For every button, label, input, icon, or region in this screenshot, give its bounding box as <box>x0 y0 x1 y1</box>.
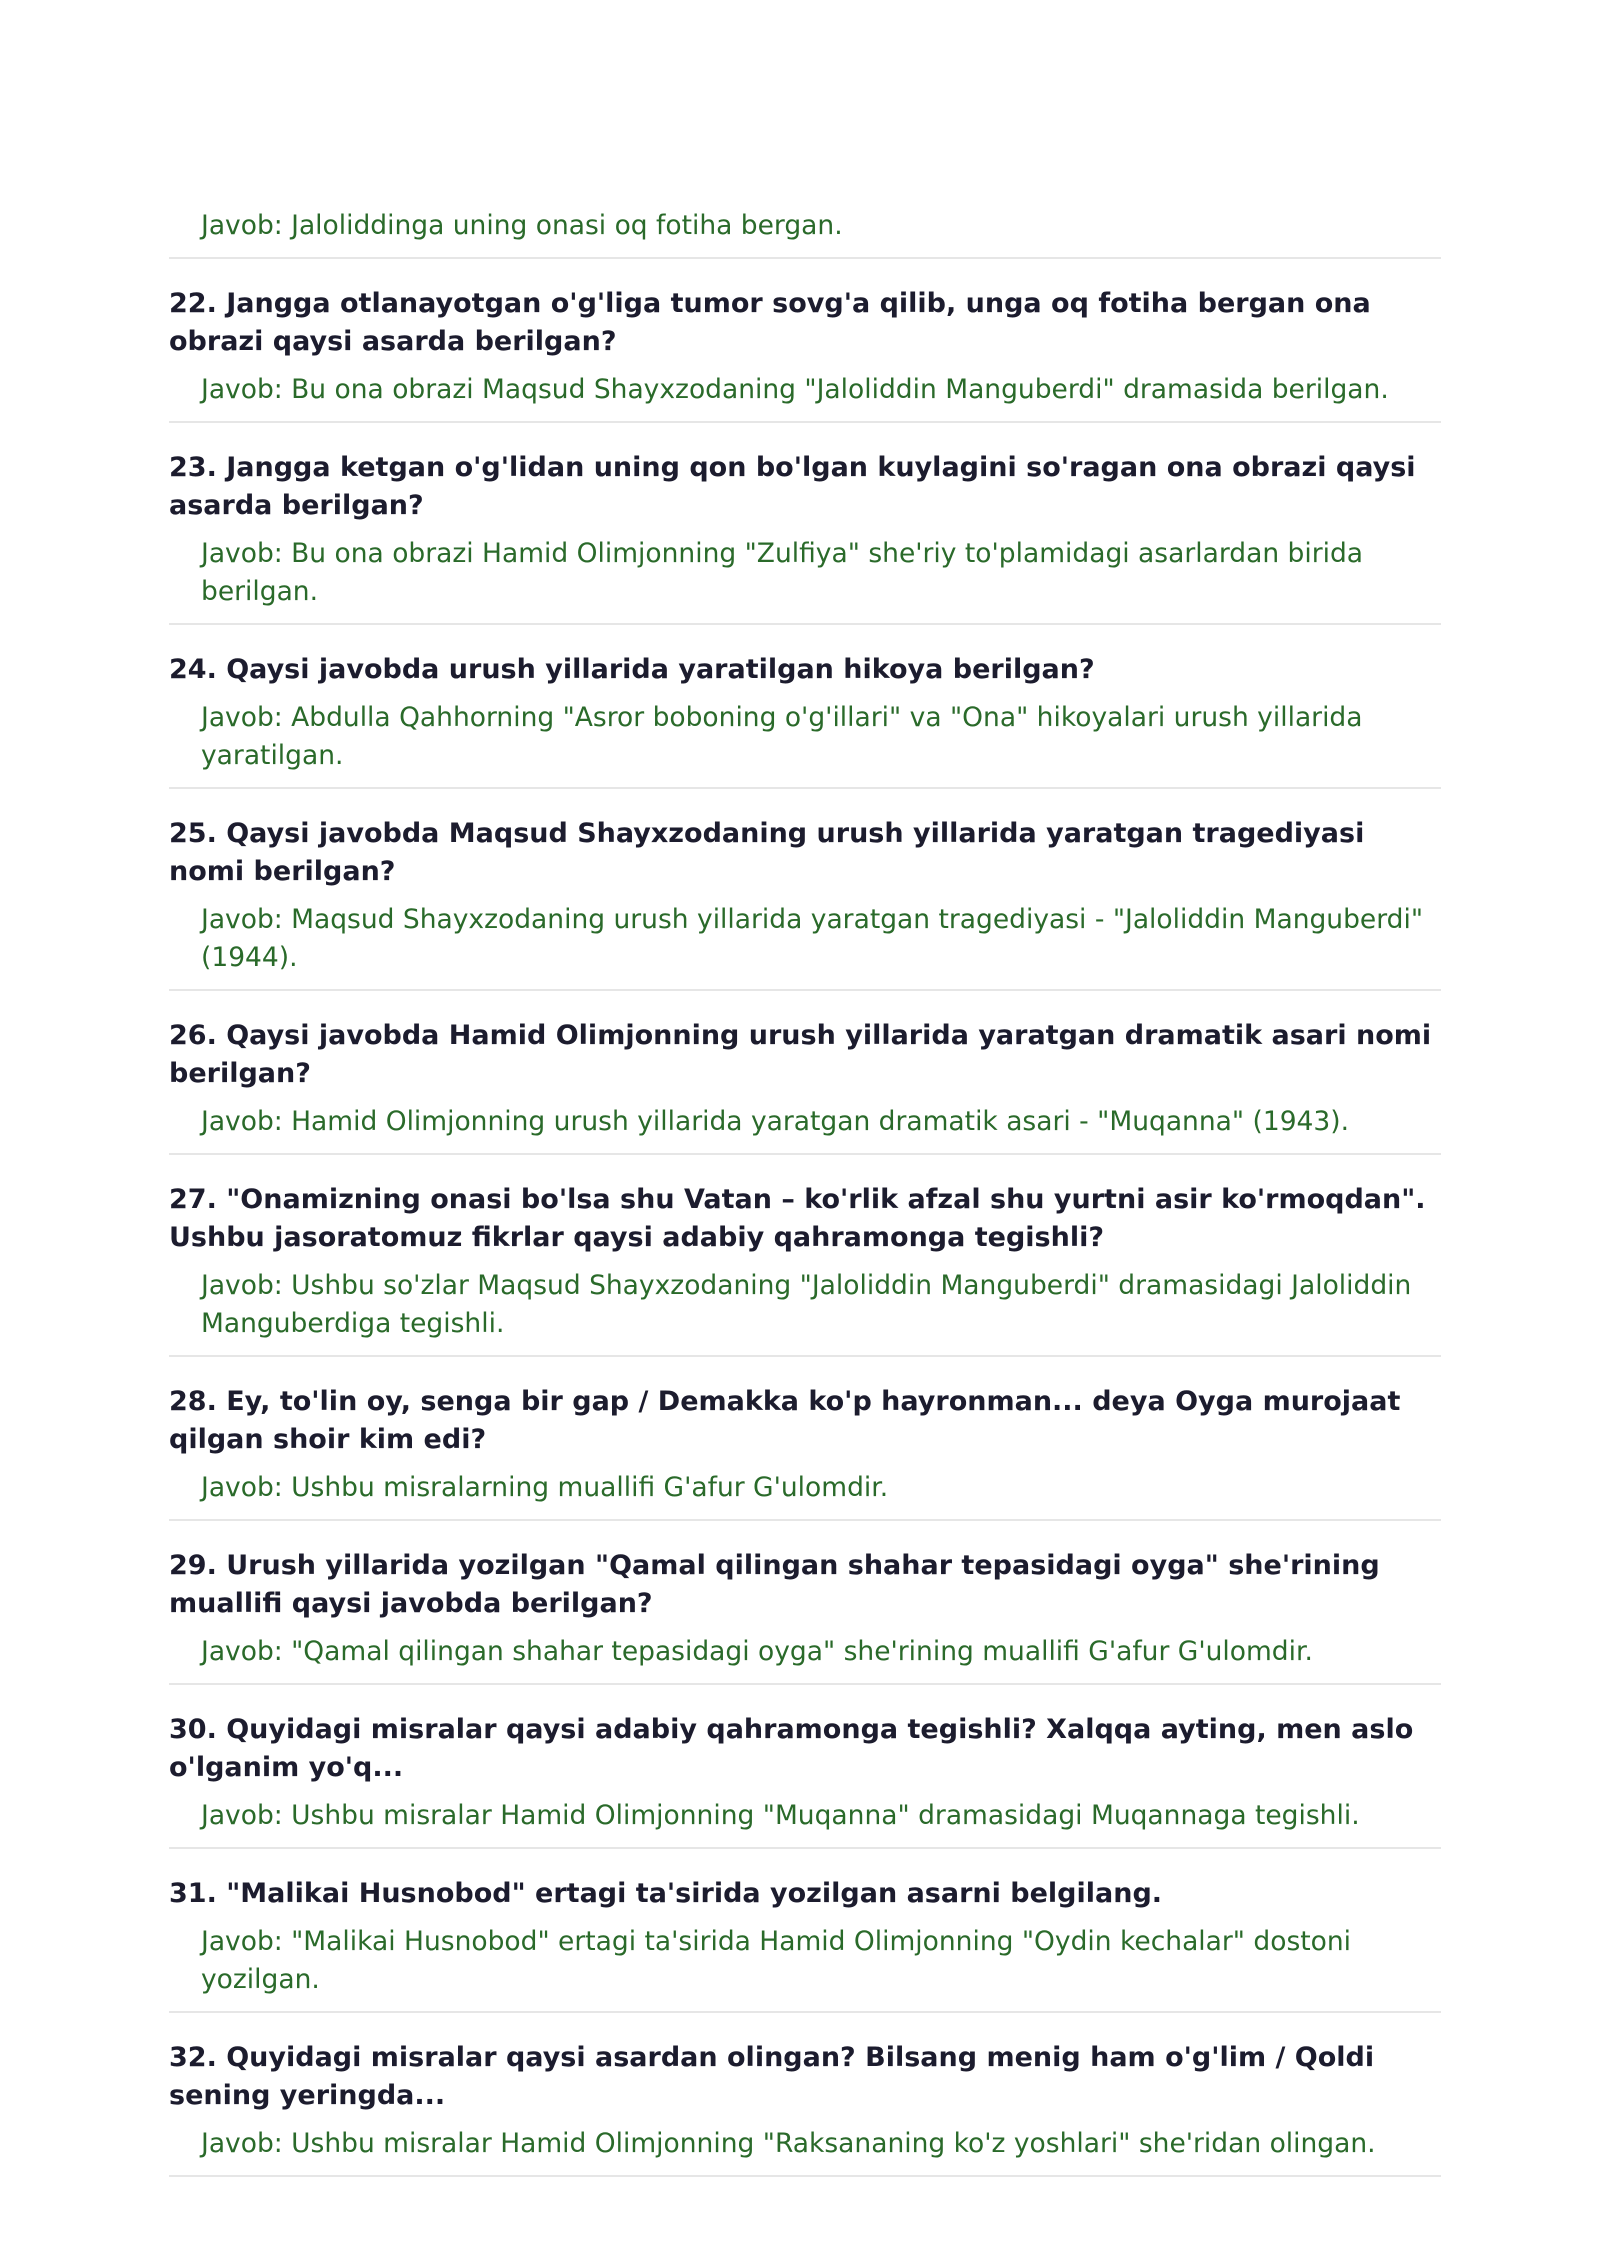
question-text: 26. Qaysi javobda Hamid Olimjonning urush yillarida yaratgan dramatik asari nomi berilgan? <box>169 1020 1432 1089</box>
question-text: 22. Jangga otlanayotgan o'g'liga tumor sovg'a qilib, unga oq fotiha bergan ona obrazi qaysi asarda berilgan? <box>169 288 1371 357</box>
qa-document <box>169 201 1441 2177</box>
answer-text: Javob: Abdulla Qahhorning "Asror boboning o'g'illari" va "Ona" hikoyalari urush yillarida yaratilgan. <box>201 702 1363 771</box>
answer-text: Javob: Ushbu misralar Hamid Olimjonning "Raksananing ko'z yoshlari" she'ridan olingan. <box>201 2128 1376 2159</box>
qa-item-21-tail <box>169 201 1441 259</box>
answer-text: Javob: Ushbu so'zlar Maqsud Shayxzodaning "Jaloliddin Manguberdi" dramasidagi Jaloliddin Manguberdiga tegishli. <box>201 1270 1412 1339</box>
question-text: 23. Jangga ketgan o'g'lidan uning qon bo'lgan kuylagini so'ragan ona obrazi qaysi asarda berilgan? <box>169 452 1416 521</box>
qa-item-25 <box>169 789 1441 991</box>
qa-item-23 <box>169 423 1441 625</box>
answer-text: Javob: Hamid Olimjonning urush yillarida yaratgan dramatik asari - "Muqanna" (1943). <box>201 1106 1350 1137</box>
answer-text: Javob: Bu ona obrazi Maqsud Shayxzodaning "Jaloliddin Manguberdi" dramasida berilgan. <box>201 374 1389 405</box>
qa-item-32 <box>169 2013 1441 2177</box>
qa-item-28 <box>169 1357 1441 1521</box>
question-text: 30. Quyidagi misralar qaysi adabiy qahramonga tegishli? Xalqqa ayting, men aslo o'lganim yo'q... <box>169 1714 1414 1783</box>
question-text: 28. Ey, to'lin oy, senga bir gap / Demakka ko'p hayronman... deya Oyga murojaat qilgan shoir kim edi? <box>169 1386 1401 1455</box>
qa-item-29 <box>169 1521 1441 1685</box>
answer-text: Javob: "Malikai Husnobod" ertagi ta'sirida Hamid Olimjonning "Oydin kechalar" dostoni yozilgan. <box>201 1926 1352 1995</box>
answer-text: Javob: "Qamal qilingan shahar tepasidagi oyga" she'rining muallifi G'afur G'ulomdir. <box>201 1636 1313 1667</box>
answer-text: Javob: Maqsud Shayxzodaning urush yillarida yaratgan tragediyasi - "Jaloliddin Manguberdi" (1944). <box>201 904 1424 973</box>
qa-item-27 <box>169 1155 1441 1357</box>
qa-item-22 <box>169 259 1441 423</box>
answer-text: Javob: Bu ona obrazi Hamid Olimjonning "Zulfiya" she'riy to'plamidagi asarlardan birida berilgan. <box>201 538 1364 607</box>
answer-text: Javob: Jaloliddinga uning onasi oq fotiha bergan. <box>201 210 843 241</box>
qa-item-24 <box>169 625 1441 789</box>
question-text: 27. "Onamizning onasi bo'lsa shu Vatan – ko'rlik afzal shu yurtni asir ko'rmoqdan". Ushbu jasoratomuz fikrlar qaysi adabiy qahramonga tegishli? <box>169 1184 1426 1253</box>
answer-text: Javob: Ushbu misralar Hamid Olimjonning "Muqanna" dramasidagi Muqannaga tegishli. <box>201 1800 1360 1831</box>
qa-item-26 <box>169 991 1441 1155</box>
qa-item-31 <box>169 1849 1441 2013</box>
question-text: 25. Qaysi javobda Maqsud Shayxzodaning urush yillarida yaratgan tragediyasi nomi berilgan? <box>169 818 1365 887</box>
question-text: 32. Quyidagi misralar qaysi asardan olingan? Bilsang menig ham o'g'lim / Qoldi sening yeringda... <box>169 2042 1375 2111</box>
question-text: 31. "Malikai Husnobod" ertagi ta'sirida yozilgan asarni belgilang. <box>169 1878 1163 1909</box>
answer-text: Javob: Ushbu misralarning muallifi G'afur G'ulomdir. <box>201 1472 889 1503</box>
question-text: 29. Urush yillarida yozilgan "Qamal qilingan shahar tepasidagi oyga" she'rining muallifi qaysi javobda berilgan? <box>169 1550 1380 1619</box>
qa-item-30 <box>169 1685 1441 1849</box>
question-text: 24. Qaysi javobda urush yillarida yaratilgan hikoya berilgan? <box>169 654 1095 685</box>
